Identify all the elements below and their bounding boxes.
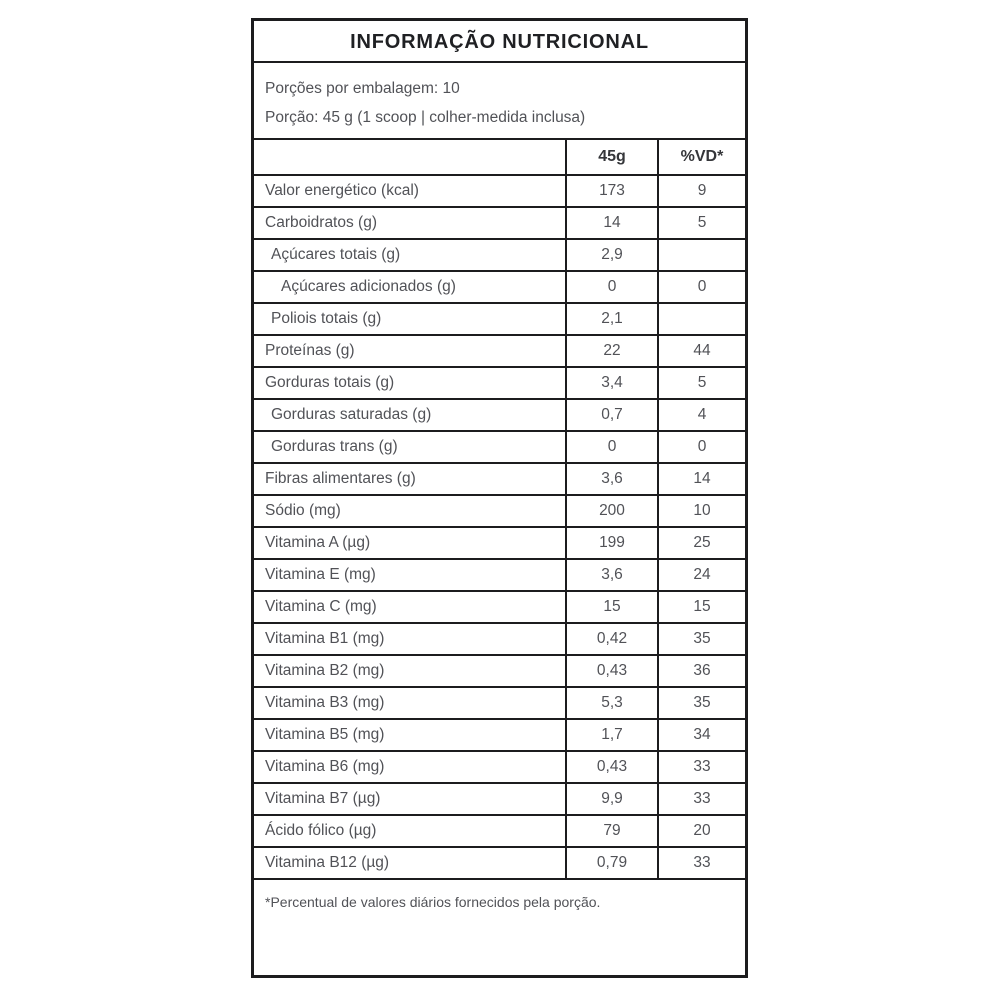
serving-size: Porção: 45 g (1 scoop | colher-medida inclusa) bbox=[265, 109, 586, 126]
table-row bbox=[254, 335, 745, 367]
nutrient-label: Vitamina A (µg) bbox=[254, 527, 566, 559]
nutrition-facts-label bbox=[251, 18, 748, 978]
vd-value bbox=[658, 303, 745, 335]
amount-value: 200 bbox=[566, 495, 658, 527]
nutrient-label: Açúcares totais (g) bbox=[254, 239, 566, 271]
amount-value: 0 bbox=[566, 431, 658, 463]
table-row bbox=[254, 431, 745, 463]
table-row bbox=[254, 207, 745, 239]
nutrient-label: Fibras alimentares (g) bbox=[254, 463, 566, 495]
label-title: INFORMAÇÃO NUTRICIONAL bbox=[254, 21, 745, 63]
amount-value: 2,9 bbox=[566, 239, 658, 271]
table-row bbox=[254, 527, 745, 559]
column-header-amount: 45g bbox=[566, 140, 658, 175]
nutrient-label: Vitamina B6 (mg) bbox=[254, 751, 566, 783]
table-row bbox=[254, 623, 745, 655]
amount-value: 9,9 bbox=[566, 783, 658, 815]
vd-value: 35 bbox=[658, 623, 745, 655]
column-header-nutrient bbox=[254, 140, 566, 175]
table-row bbox=[254, 303, 745, 335]
vd-value: 25 bbox=[658, 527, 745, 559]
amount-value: 1,7 bbox=[566, 719, 658, 751]
table-row bbox=[254, 847, 745, 879]
table-row bbox=[254, 815, 745, 847]
vd-value: 33 bbox=[658, 783, 745, 815]
table-row bbox=[254, 783, 745, 815]
nutrient-label: Vitamina B1 (mg) bbox=[254, 623, 566, 655]
table-row bbox=[254, 463, 745, 495]
nutrition-table bbox=[254, 140, 745, 880]
amount-value: 0,7 bbox=[566, 399, 658, 431]
vd-value: 24 bbox=[658, 559, 745, 591]
table-row bbox=[254, 175, 745, 207]
vd-value: 33 bbox=[658, 751, 745, 783]
table-header-row bbox=[254, 140, 745, 175]
vd-value: 44 bbox=[658, 335, 745, 367]
servings-per-package: Porções por embalagem: 10 bbox=[265, 80, 460, 97]
amount-value: 3,6 bbox=[566, 463, 658, 495]
serving-info bbox=[254, 63, 745, 140]
nutrient-label: Vitamina B7 (µg) bbox=[254, 783, 566, 815]
amount-value: 0,79 bbox=[566, 847, 658, 879]
table-row bbox=[254, 495, 745, 527]
table-row bbox=[254, 751, 745, 783]
vd-value bbox=[658, 239, 745, 271]
table-row bbox=[254, 591, 745, 623]
nutrient-label: Gorduras saturadas (g) bbox=[254, 399, 566, 431]
vd-value: 5 bbox=[658, 207, 745, 239]
amount-value: 22 bbox=[566, 335, 658, 367]
vd-value: 15 bbox=[658, 591, 745, 623]
vd-value: 10 bbox=[658, 495, 745, 527]
vd-value: 35 bbox=[658, 687, 745, 719]
vd-value: 9 bbox=[658, 175, 745, 207]
vd-value: 33 bbox=[658, 847, 745, 879]
vd-value: 0 bbox=[658, 431, 745, 463]
amount-value: 173 bbox=[566, 175, 658, 207]
vd-value: 14 bbox=[658, 463, 745, 495]
nutrient-label: Sódio (mg) bbox=[254, 495, 566, 527]
table-row bbox=[254, 687, 745, 719]
table-row bbox=[254, 367, 745, 399]
nutrient-label: Vitamina B2 (mg) bbox=[254, 655, 566, 687]
nutrient-label: Vitamina B5 (mg) bbox=[254, 719, 566, 751]
table-row bbox=[254, 239, 745, 271]
nutrient-label: Vitamina E (mg) bbox=[254, 559, 566, 591]
nutrient-label: Valor energético (kcal) bbox=[254, 175, 566, 207]
amount-value: 5,3 bbox=[566, 687, 658, 719]
vd-value: 4 bbox=[658, 399, 745, 431]
amount-value: 3,6 bbox=[566, 559, 658, 591]
vd-value: 0 bbox=[658, 271, 745, 303]
nutrient-label: Carboidratos (g) bbox=[254, 207, 566, 239]
amount-value: 15 bbox=[566, 591, 658, 623]
nutrient-label: Vitamina B3 (mg) bbox=[254, 687, 566, 719]
nutrient-label: Vitamina C (mg) bbox=[254, 591, 566, 623]
amount-value: 0,43 bbox=[566, 655, 658, 687]
footnote: *Percentual de valores diários fornecidos pela porção. bbox=[265, 894, 601, 910]
nutrient-label: Vitamina B12 (µg) bbox=[254, 847, 566, 879]
nutrient-label: Poliois totais (g) bbox=[254, 303, 566, 335]
table-row bbox=[254, 271, 745, 303]
nutrient-label: Gorduras trans (g) bbox=[254, 431, 566, 463]
nutrient-label: Proteínas (g) bbox=[254, 335, 566, 367]
table-row bbox=[254, 559, 745, 591]
table-row bbox=[254, 399, 745, 431]
amount-value: 0,43 bbox=[566, 751, 658, 783]
nutrient-label: Açúcares adicionados (g) bbox=[254, 271, 566, 303]
vd-value: 20 bbox=[658, 815, 745, 847]
amount-value: 79 bbox=[566, 815, 658, 847]
amount-value: 0,42 bbox=[566, 623, 658, 655]
amount-value: 3,4 bbox=[566, 367, 658, 399]
vd-value: 36 bbox=[658, 655, 745, 687]
table-row bbox=[254, 719, 745, 751]
nutrient-label: Ácido fólico (µg) bbox=[254, 815, 566, 847]
amount-value: 0 bbox=[566, 271, 658, 303]
amount-value: 199 bbox=[566, 527, 658, 559]
vd-value: 5 bbox=[658, 367, 745, 399]
column-header-vd: %VD* bbox=[658, 140, 745, 175]
amount-value: 14 bbox=[566, 207, 658, 239]
amount-value: 2,1 bbox=[566, 303, 658, 335]
table-row bbox=[254, 655, 745, 687]
vd-value: 34 bbox=[658, 719, 745, 751]
nutrient-label: Gorduras totais (g) bbox=[254, 367, 566, 399]
